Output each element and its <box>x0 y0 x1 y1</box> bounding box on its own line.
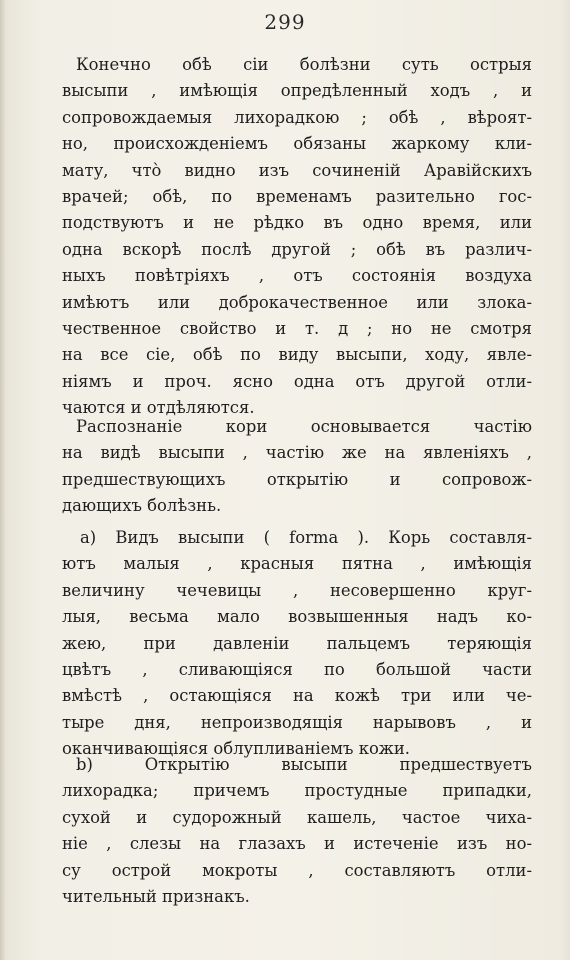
text-line: имѣютъ или доброкачественное или злока- <box>62 292 532 312</box>
text-line: ніямъ и проч. ясно одна отъ другой отли- <box>62 371 532 391</box>
text-line: Конечно обѣ сіи болѣзни суть острыя <box>76 55 532 74</box>
paragraph-2 <box>62 414 532 520</box>
text-line: сопровождаемыя лихорадкою ; обѣ , вѣроят- <box>62 107 532 127</box>
text-line: чественное свойство и т. д ; но не смотря <box>62 318 532 338</box>
text-line: чительный признакъ. <box>62 886 250 906</box>
text-line: но, происхожденіемъ обязаны жаркому кли- <box>62 134 532 154</box>
text-line: лихорадка; причемъ простудные припадки, <box>62 781 532 801</box>
text-line: дающихъ болѣзнь. <box>62 496 222 516</box>
text-line: оканчивающіяся облупливаніемъ кожи. <box>62 739 411 759</box>
text-line: ніе , слезы на глазахъ и истеченіе изъ но- <box>62 834 532 854</box>
text-line: на все сіе, обѣ по виду высыпи, ходу, явле- <box>62 345 532 365</box>
text-line: вмѣстѣ , остающіяся на кожѣ три или че- <box>62 686 532 706</box>
page-number: 299 <box>264 10 306 34</box>
text-line: лыя, весьма мало возвышенныя надъ ко- <box>62 607 532 627</box>
text-line: b) Открытію высыпи предшествуетъ <box>76 755 532 774</box>
text-line: врачей; обѣ, по временамъ разительно гос- <box>62 186 532 206</box>
text-line: мату, что̀ видно изъ сочиненій Аравійскихъ <box>62 160 532 180</box>
text-line: жею, при давленіи пальцемъ теряющія <box>62 633 532 653</box>
text-line: Распознаніе кори основывается частію <box>76 417 532 436</box>
text-line: ныхъ повѣтріяхъ , отъ состоянія воздуха <box>62 266 532 286</box>
page-spine-shadow <box>0 0 6 960</box>
text-line: сухой и судорожный кашель, частое чиха- <box>62 807 532 827</box>
paragraph-4 <box>62 752 532 910</box>
paragraph-1 <box>62 52 532 421</box>
text-line: подствуютъ и не рѣдко въ одно время, или <box>62 213 532 233</box>
text-line: тыре дня, непроизводящія нарывовъ , и <box>62 712 532 732</box>
text-line: ютъ малыя , красныя пятна , имѣющія <box>62 554 532 574</box>
text-line: высыпи , имѣющія опредѣленный ходъ , и <box>62 81 532 101</box>
text-line: одна вскорѣ послѣ другой ; обѣ въ различ- <box>62 239 532 259</box>
text-line: су острой мокроты , составляютъ отли- <box>62 860 532 880</box>
paragraph-3 <box>62 525 532 763</box>
text-line: на видѣ высыпи , частію же на явленіяхъ , <box>62 443 532 463</box>
text-line: предшествующихъ открытію и сопровож- <box>62 469 532 489</box>
text-line: цвѣтъ , сливающіяся по большой части <box>62 659 532 679</box>
text-line: a) Видъ высыпи ( forma ). Корь составля- <box>80 528 532 547</box>
text-line: величину чечевицы , несовершенно круг- <box>62 580 532 600</box>
text-line: чаются и отдѣляются. <box>62 398 255 418</box>
